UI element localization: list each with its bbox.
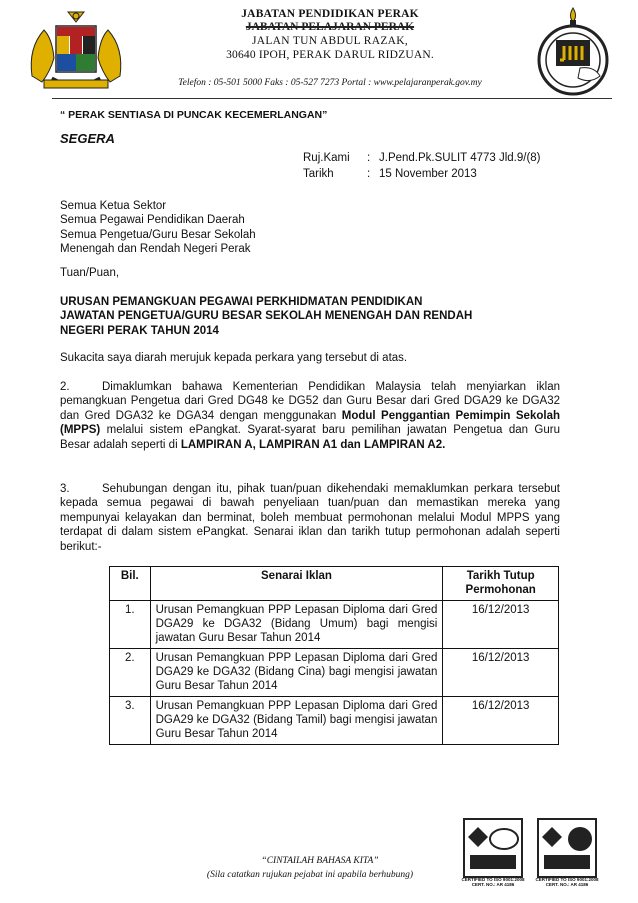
paragraph-number: 3. <box>60 483 70 495</box>
reference-row <box>303 150 541 166</box>
cert-1-label: CERTIFIED TO ISO 9001:2008 CERT. NO.: AR 4186 <box>461 877 525 887</box>
footer-slogan: “CINTAILAH BAHASA KITA” <box>261 856 379 866</box>
table-row <box>110 601 559 649</box>
row-closing-date: 16/12/2013 <box>443 601 559 649</box>
paragraph-1: Sukacita saya diarah merujuk kepada perkara yang tersebut di atas. <box>60 352 408 364</box>
header-divider <box>52 98 612 99</box>
date-colon: : <box>367 168 371 180</box>
subject-line: NEGERI PERAK TAHUN 2014 <box>60 324 219 337</box>
reference-colon: : <box>367 152 371 164</box>
row-number: 1. <box>110 601 151 649</box>
reference-block <box>303 150 541 182</box>
paragraph-3-text: Sehubungan dengan itu, pihak tuan/puan dikehendaki memaklumkan perkara tersebut kepada semua pegawai di bawah penyeliaan tuan/puan dan memastikan mereka yang mempunyai kelayakan dan berminat, boleh membuat permohonan melalui Modul MPPS yang terdapat di dalam sistem ePangkat. Senarai iklan dan tarikh tutup permohonan adalah seperti berikut:- <box>60 483 560 553</box>
urgency-label: SEGERA <box>60 131 115 146</box>
row-number: 2. <box>110 649 151 697</box>
table-row <box>110 697 559 745</box>
cert-2-label: CERTIFIED TO ISO 9001:2008 CERT. NO.: AR 4186 <box>535 877 599 887</box>
perak-education-logo-icon <box>530 6 616 96</box>
row-closing-date: 16/12/2013 <box>443 697 559 745</box>
paragraph-2-bold-a: Modul Penggantian Pemimpin Sekolah (MPPS) <box>60 409 560 437</box>
paragraph-2-text-b: melalui sistem ePangkat. Syarat-syarat baru pemilihan jawatan Pengetua dan Guru Besar adalah seperti di <box>60 424 560 451</box>
recipient-line: Semua Pengetua/Guru Besar Sekolah <box>60 228 256 241</box>
subject <box>60 295 560 338</box>
recipients <box>60 199 560 257</box>
paragraph-number: 2. <box>60 381 70 393</box>
subject-line: URUSAN PEMANGKUAN PEGAWAI PERKHIDMATAN PENDIDIKAN <box>60 296 423 308</box>
paragraph-3 <box>60 482 560 554</box>
motto: “ PERAK SENTIASA DI PUNCAK KECEMERLANGAN” <box>60 109 328 121</box>
letterhead-address-1: JALAN TUN ABDUL RAZAK, <box>251 35 409 47</box>
row-description: Urusan Pemangkuan PPP Lepasan Diploma dari Gred DGA29 ke DGA32 (Bidang Tamil) bagi mengisi jawatan Guru Besar Tahun 2014 <box>150 697 443 745</box>
recipient-line: Semua Pegawai Pendidikan Daerah <box>60 214 245 227</box>
column-header-tarikh: Tarikh Tutup Permohonan <box>443 567 559 601</box>
column-header-senarai: Senarai Iklan <box>150 567 443 601</box>
sirim-quality-certification-icon <box>462 817 524 879</box>
reference-label: Ruj.Kami <box>303 152 350 164</box>
row-description: Urusan Pemangkuan PPP Lepasan Diploma dari Gred DGA29 ke DGA32 (Bidang Cina) bagi mengisi jawatan Guru Besar Tahun 2014 <box>150 649 443 697</box>
paragraph-2-text-a: Dimaklumkan bahawa Kementerian Pendidikan Malaysia telah menyiarkan iklan pemangkuan Pengetua dari Gred DG48 ke DG52 dan Guru Besar dari Gred DGA29 ke DGA32 dan Gred DGA32 ke DGA34 dengan menggunakan <box>60 381 560 422</box>
paragraph-2 <box>60 380 560 452</box>
column-header-bil: Bil. <box>110 567 151 601</box>
date-value: 15 November 2013 <box>379 168 477 180</box>
advertisement-table <box>109 566 559 745</box>
reference-value: J.Pend.Pk.SULIT 4773 Jld.9/(8) <box>379 152 541 164</box>
letterhead-line-2-struck: JABATAN PELAJARAN PERAK <box>245 21 415 33</box>
paragraph-2-bold-b: LAMPIRAN A, LAMPIRAN A1 dan LAMPIRAN A2. <box>180 438 446 451</box>
row-closing-date: 16/12/2013 <box>443 649 559 697</box>
malaysia-coat-of-arms-icon <box>22 8 130 94</box>
letterhead-line-1: JABATAN PENDIDIKAN PERAK <box>241 8 419 20</box>
iqnet-certification-icon <box>536 817 598 879</box>
salutation: Tuan/Puan, <box>60 267 120 279</box>
date-label: Tarikh <box>303 168 334 180</box>
letterhead-contact: Telefon : 05-501 5000 Faks : 05-527 7273 Portal : www.pelajaranperak.gov.my <box>178 78 482 88</box>
table-row <box>110 649 559 697</box>
row-number: 3. <box>110 697 151 745</box>
footer-note: (Sila catatkan rujukan pejabat ini apabila berhubung) <box>206 870 414 880</box>
subject-line: JAWATAN PENGETUA/GURU BESAR SEKOLAH MENENGAH DAN RENDAH <box>60 310 473 323</box>
recipient-line: Semua Ketua Sektor <box>60 200 167 212</box>
letterhead <box>130 8 530 62</box>
letterhead-address-2: 30640 IPOH, PERAK DARUL RIDZUAN. <box>226 49 434 61</box>
row-description: Urusan Pemangkuan PPP Lepasan Diploma dari Gred DGA29 ke DGA32 (Bidang Umum) bagi mengisi jawatan Guru Besar Tahun 2014 <box>150 601 443 649</box>
date-row <box>303 166 541 182</box>
recipient-line: Menengah dan Rendah Negeri Perak <box>60 243 251 256</box>
table-header-row <box>110 567 559 601</box>
